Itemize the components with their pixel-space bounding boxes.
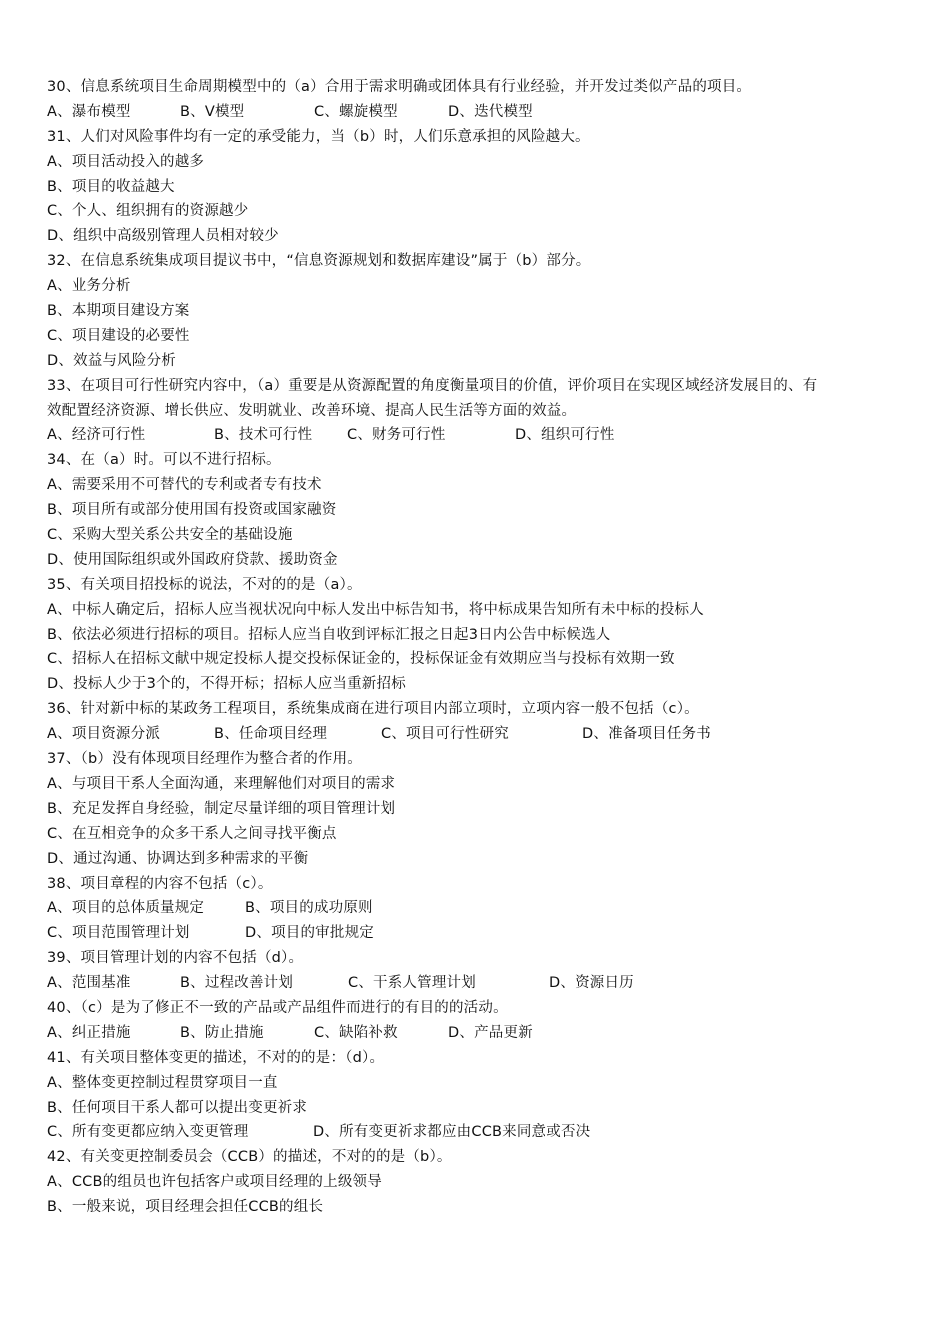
question-38-options-1 [47, 896, 937, 921]
question-40-stem: 40、（c）是为了修正不一致的产品或产品组件而进行的有目的的活动。 [47, 999, 508, 1016]
option-a: A、业务分析 [47, 278, 131, 295]
option-a: A、项目的总体质量规定 [47, 900, 205, 917]
question-39-stem: 39、项目管理计划的内容不包括（d）。 [47, 950, 304, 967]
option-b: B、项目所有或部分使用国有投资或国家融资 [47, 502, 337, 519]
option-a: A、需要采用不可替代的专利或者专有技术 [47, 477, 322, 494]
option-b: B、过程改善计划 [180, 975, 294, 992]
option-c: C、招标人在招标文献中规定投标人提交投标保证金的，投标保证金有效期应当与投标有效期一致 [47, 651, 675, 668]
option-c: C、在互相竞争的众多干系人之间寻找平衡点 [47, 825, 337, 842]
question-34-stem: 34、在（a）时。可以不进行招标。 [47, 452, 281, 469]
question-36-stem: 36、针对新中标的某政务工程项目，系统集成商在进行项目内部立项时，立项内容一般不包括（c）。 [47, 701, 699, 718]
question-37-stem: 37、（b）没有体现项目经理作为整合者的作用。 [47, 751, 363, 768]
option-d: D、项目的审批规定 [245, 925, 374, 942]
option-d: D、所有变更祈求都应由CCB来同意或否决 [313, 1124, 591, 1141]
option-d: D、效益与风险分析 [47, 352, 176, 369]
option-d: D、投标人少于3个的，不得开标；招标人应当重新招标 [47, 676, 406, 693]
question-33-stem: 33、在项目可行性研究内容中，（a）重要是从资源配置的角度衡量项目的价值，评价项目在实现区域经济发展目的、有 [47, 377, 818, 394]
question-41-options-cd [47, 1120, 937, 1145]
document-page [47, 75, 937, 1220]
question-30-stem: 30、信息系统项目生命周期模型中的（a）合用于需求明确或团体具有行业经验，并开发过类似产品的项目。 [47, 79, 752, 95]
option-d: D、产品更新 [448, 1024, 533, 1041]
option-a: A、整体变更控制过程贯穿项目一直 [47, 1074, 278, 1091]
option-a: A、项目活动投入的越多 [47, 153, 205, 170]
option-a: A、中标人确定后，招标人应当视状况向中标人发出中标告知书，将中标成果告知所有未中标的投标人 [47, 601, 704, 618]
option-c: C、缺陷补救 [314, 1024, 398, 1041]
option-c: C、采购大型关系公共安全的基础设施 [47, 527, 293, 544]
question-42-stem: 42、有关变更控制委员会（CCB）的描述，不对的的是（b）。 [47, 1149, 452, 1166]
option-b: B、一般来说，项目经理会担任CCB的组长 [47, 1199, 324, 1216]
option-c: C、个人、组织拥有的资源越少 [47, 203, 249, 220]
option-c: C、项目可行性研究 [381, 726, 509, 743]
option-b: B、依法必须进行招标的项目。招标人应当自收到评标汇报之日起3日内公告中标候选人 [47, 626, 611, 643]
question-40-options [47, 1021, 937, 1046]
question-38-stem: 38、项目章程的内容不包括（c）。 [47, 875, 273, 892]
option-b: B、防止措施 [180, 1024, 264, 1041]
question-38-options-2 [47, 921, 937, 946]
option-d: D、资源日历 [549, 975, 634, 992]
option-b: B、任何项目干系人都可以提出变更祈求 [47, 1099, 308, 1116]
question-39-options [47, 971, 937, 996]
option-a: A、瀑布模型 [47, 103, 131, 120]
question-33-stem-cont: 效配置经济资源、增长供应、发明就业、改善环境、提高人民生活等方面的效益。 [47, 402, 577, 419]
option-c: C、财务可行性 [347, 427, 446, 444]
option-d: D、使用国际组织或外国政府贷款、援助资金 [47, 551, 338, 568]
question-36-options [47, 722, 937, 747]
question-32-stem: 32、在信息系统集成项目提议书中，“信息资源规划和数据库建设”属于（b）部分。 [47, 253, 591, 270]
option-b: B、V模型 [180, 103, 245, 120]
option-a: A、范围基准 [47, 975, 131, 992]
question-41-stem: 41、有关项目整体变更的描述，不对的的是：（d）。 [47, 1049, 385, 1066]
option-b: B、项目的收益越大 [47, 178, 175, 195]
option-b: B、项目的成功原则 [245, 900, 373, 917]
option-b: B、任命项目经理 [214, 726, 328, 743]
option-a: A、项目资源分派 [47, 726, 161, 743]
option-d: D、迭代模型 [448, 103, 533, 120]
option-c: C、项目范围管理计划 [47, 925, 190, 942]
option-a: A、与项目干系人全面沟通，来理解他们对项目的需求 [47, 775, 396, 792]
option-c: C、所有变更都应纳入变更管理 [47, 1124, 249, 1141]
option-c: C、项目建设的必要性 [47, 327, 190, 344]
option-c: C、螺旋模型 [314, 103, 398, 120]
option-b: B、充足发挥自身经验，制定尽量详细的项目管理计划 [47, 800, 396, 817]
question-33-options [47, 423, 937, 448]
option-a: A、纠正措施 [47, 1024, 131, 1041]
option-a: A、CCB的组员也许包括客户或项目经理的上级领导 [47, 1174, 382, 1191]
question-31-stem: 31、人们对风险事件均有一定的承受能力，当（b）时，人们乐意承担的风险越大。 [47, 128, 590, 145]
option-a: A、经济可行性 [47, 427, 146, 444]
question-30-options [47, 100, 937, 125]
option-d: D、组织中高级别管理人员相对较少 [47, 228, 279, 245]
option-d: D、组织可行性 [515, 427, 615, 444]
option-c: C、干系人管理计划 [348, 975, 476, 992]
option-b: B、技术可行性 [214, 427, 313, 444]
question-35-stem: 35、有关项目招投标的说法，不对的的是（a）。 [47, 576, 362, 593]
option-d: D、准备项目任务书 [582, 726, 711, 743]
option-d: D、通过沟通、协调达到多种需求的平衡 [47, 850, 309, 867]
option-b: B、本期项目建设方案 [47, 303, 190, 320]
